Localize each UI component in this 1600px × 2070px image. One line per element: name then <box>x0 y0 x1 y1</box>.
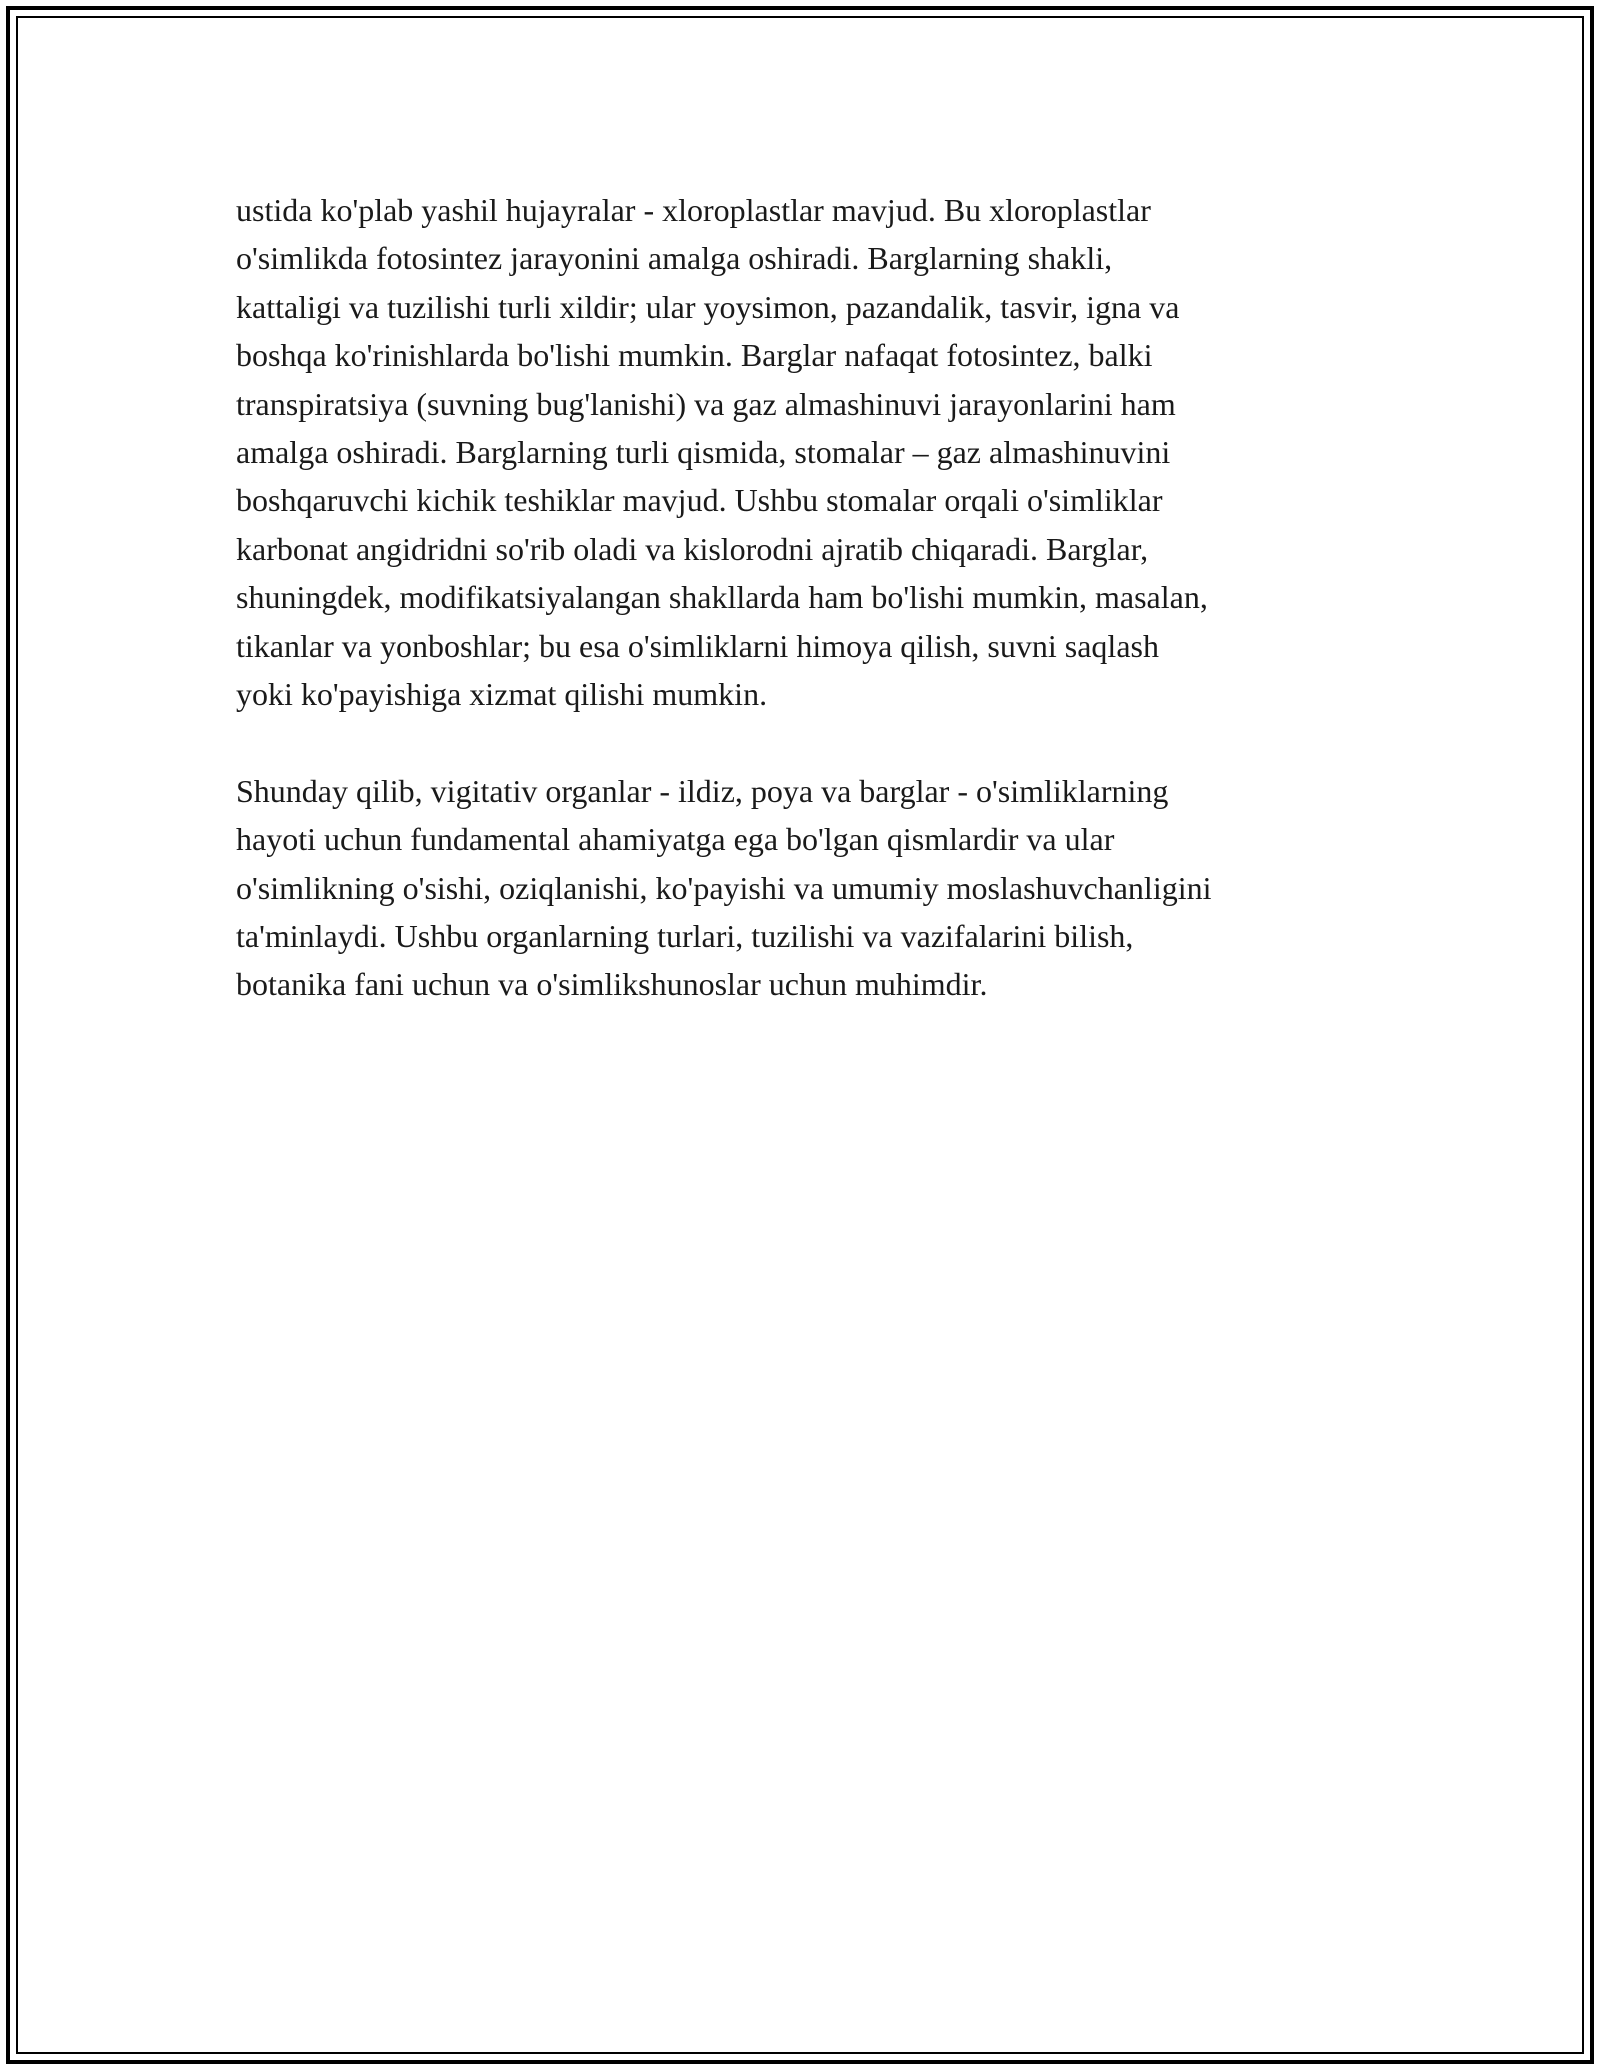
text-line: hayoti uchun fundamental ahamiyatga ega bo'lgan qismlardir va ular <box>236 821 1115 858</box>
text-line: karbonat angidridni so'rib oladi va kislorodni ajratib chiqaradi. Barglar, <box>236 530 1149 567</box>
text-line: yoki ko'payishiga xizmat qilishi mumkin. <box>236 676 768 713</box>
text-line: Shunday qilib, vigitativ organlar - ildiz, poya va barglar - o'simliklarning <box>236 772 1169 809</box>
text-line: amalga oshiradi. Barglarning turli qismida, stomalar – gaz almashinuvini <box>236 434 1171 471</box>
text-line: o'simlikning o'sishi, oziqlanishi, ko'payishi va umumiy moslashuvchanligini <box>236 869 1212 906</box>
paragraph-conclusion <box>236 767 1376 1009</box>
document-body <box>236 186 1376 1057</box>
text-line: boshqa ko'rinishlarda bo'lishi mumkin. Barglar nafaqat fotosintez, balki <box>236 337 1153 374</box>
text-line: transpiratsiya (suvning bug'lanishi) va gaz almashinuvi jarayonlarini ham <box>236 385 1176 422</box>
text-line: o'simlikda fotosintez jarayonini amalga oshiradi. Barglarning shakli, <box>236 240 1113 277</box>
text-line: botanika fani uchun va o'simlikshunoslar uchun muhimdir. <box>236 966 988 1003</box>
text-line: ta'minlaydi. Ushbu organlarning turlari, tuzilishi va vazifalarini bilish, <box>236 918 1134 955</box>
text-line: kattaligi va tuzilishi turli xildir; ular yoysimon, pazandalik, tasvir, igna va <box>236 288 1180 325</box>
text-line: shuningdek, modifikatsiyalangan shakllarda ham bo'lishi mumkin, masalan, <box>236 579 1208 616</box>
text-line: tikanlar va yonboshlar; bu esa o'simliklarni himoya qilish, suvni saqlash <box>236 627 1159 664</box>
text-line: ustida ko'plab yashil hujayralar - xloroplastlar mavjud. Bu xloroplastlar <box>236 192 1151 228</box>
text-line: boshqaruvchi kichik teshiklar mavjud. Ushbu stomalar orqali o'simliklar <box>236 482 1163 519</box>
paragraph-leaves <box>236 186 1376 718</box>
